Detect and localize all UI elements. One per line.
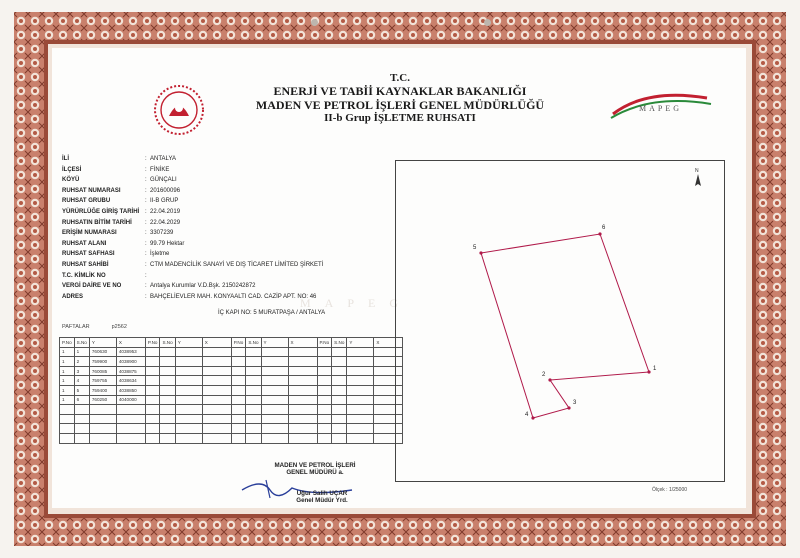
punch-hole (311, 19, 318, 26)
info-value: FİNİKE (150, 166, 170, 173)
table-cell: 4038953 (116, 347, 145, 357)
table-cell (317, 376, 332, 386)
info-value: 22.04.2019 (150, 208, 181, 215)
info-separator: : (145, 177, 147, 184)
table-cell (246, 385, 261, 395)
table-row (60, 395, 403, 405)
table-cell (116, 424, 145, 434)
table-cell (332, 347, 347, 357)
table-cell (231, 385, 246, 395)
info-label: RUHSAT NUMARASI (62, 187, 121, 194)
table-cell (74, 433, 89, 443)
table-cell (347, 424, 374, 434)
table-cell (261, 395, 288, 405)
info-label: RUHSAT SAFHASI (62, 251, 115, 258)
table-cell (175, 376, 202, 386)
info-separator: : (145, 293, 147, 300)
table-cell (160, 376, 175, 386)
table-cell (74, 414, 89, 424)
table-cell (89, 433, 116, 443)
table-cell: 760085 (89, 366, 116, 376)
table-cell (288, 385, 317, 395)
info-label: İLİ (62, 156, 69, 162)
info-value: İşletme (150, 251, 170, 258)
signatory-name: Uğur Salih UÇAR (296, 490, 348, 497)
north-arrow-icon (695, 168, 701, 186)
table-cell (332, 433, 347, 443)
header-ministry: ENERJİ VE TABİİ KAYNAKLAR BAKANLIĞI (273, 84, 527, 98)
table-cell (261, 414, 288, 424)
table-header-cell: Y (89, 338, 116, 348)
table-cell: 1 (60, 385, 75, 395)
info-value: BAHÇELİEVLER MAH. KONYAALTI CAD. CAZİP APT. NO: 46 (150, 293, 317, 300)
table-cell (160, 357, 175, 367)
table-cell (145, 357, 160, 367)
table-cell (332, 376, 347, 386)
table-cell (246, 357, 261, 367)
info-value: CTM MADENCİLİK SANAYİ VE DIŞ TİCARET LİMİTED ŞİRKETİ (150, 261, 324, 268)
table-cell (202, 424, 231, 434)
paftalar (62, 324, 127, 330)
watermark: MAPEG (300, 296, 413, 310)
boundary-point-label: 6 (602, 225, 606, 231)
table-cell (288, 424, 317, 434)
table-cell (246, 366, 261, 376)
table-cell (261, 366, 288, 376)
table-cell (145, 414, 160, 424)
info-value: 99.79 Hektar (150, 240, 185, 247)
boundary-point (479, 251, 482, 254)
table-header-cell: P.No (317, 338, 332, 348)
info-label: ADRES (62, 293, 84, 300)
table-cell (175, 395, 202, 405)
table-header-cell: X (374, 338, 403, 348)
table-cell: 4038634 (116, 376, 145, 386)
mapeg-logo-icon (607, 84, 717, 124)
header-tc: T.C. (390, 72, 410, 84)
table-header-cell: Y (347, 338, 374, 348)
table-cell (145, 366, 160, 376)
table-cell (317, 395, 332, 405)
table-cell (288, 395, 317, 405)
boundary-point-label: 1 (653, 366, 657, 372)
table-cell (231, 424, 246, 434)
table-row (60, 385, 403, 395)
license-area-map (395, 160, 725, 482)
punch-hole (484, 19, 491, 26)
table-cell (175, 424, 202, 434)
table-cell (332, 424, 347, 434)
table-cell: 759755 (89, 376, 116, 386)
table-cell (246, 395, 261, 405)
table-cell: 1 (74, 347, 89, 357)
table-header-cell: X (202, 338, 231, 348)
table-cell: 1 (60, 376, 75, 386)
info-label: KÖYÜ (62, 177, 80, 184)
info-value: 3307239 (150, 230, 174, 237)
boundary-point (598, 232, 601, 235)
table-cell (332, 414, 347, 424)
info-separator: : (145, 272, 147, 279)
table-cell (145, 347, 160, 357)
info-value: ANTALYA (150, 156, 177, 162)
table-cell: 4038900 (116, 357, 145, 367)
table-header-cell: S.No (332, 338, 347, 348)
table-cell (160, 424, 175, 434)
table-cell (60, 405, 75, 415)
table-cell (288, 347, 317, 357)
table-cell: 760250 (89, 395, 116, 405)
table-cell: 2 (74, 357, 89, 367)
table-cell (175, 433, 202, 443)
table-cell (116, 405, 145, 415)
signature-org-line2: GENEL MÜDÜRÜ a. (286, 469, 344, 476)
boundary-point (647, 370, 650, 373)
table-cell (288, 357, 317, 367)
info-separator: : (145, 156, 147, 162)
table-cell (202, 414, 231, 424)
info-separator: : (145, 198, 147, 205)
table-header-cell: Y (261, 338, 288, 348)
table-cell (317, 433, 332, 443)
table-cell (347, 414, 374, 424)
table-header-cell: X (116, 338, 145, 348)
table-cell (261, 405, 288, 415)
table-cell (89, 405, 116, 415)
table-cell: 1 (60, 366, 75, 376)
table-cell (347, 366, 374, 376)
info-label: RUHSAT GRUBU (62, 198, 111, 205)
table-cell (332, 395, 347, 405)
table-cell (261, 433, 288, 443)
info-label: YÜRÜRLÜĞE GİRİŞ TARİHİ (62, 208, 140, 215)
table-cell: 1 (60, 357, 75, 367)
table-cell (145, 433, 160, 443)
table-cell (261, 347, 288, 357)
header-license-type: II-b Grup İŞLETME RUHSATI (324, 112, 476, 124)
table-cell (246, 405, 261, 415)
boundary-point-label: 5 (473, 245, 477, 251)
info-label: İLÇESİ (62, 166, 82, 173)
table-row (60, 347, 403, 357)
table-cell (347, 405, 374, 415)
north-label: N (695, 168, 699, 174)
table-cell (317, 347, 332, 357)
table-cell (160, 433, 175, 443)
table-cell (332, 357, 347, 367)
info-value: GÜNÇALI (150, 177, 177, 184)
table-cell (317, 424, 332, 434)
table-cell (288, 433, 317, 443)
info-value: II-B GRUP (150, 198, 179, 205)
table-cell (231, 357, 246, 367)
signature-org-line1: MADEN VE PETROL İŞLERİ (274, 462, 356, 469)
table-cell (288, 376, 317, 386)
table-cell (231, 405, 246, 415)
table-header-cell: X (288, 338, 317, 348)
table-cell (231, 347, 246, 357)
info-separator: : (145, 251, 147, 258)
table-header-cell: Y (175, 338, 202, 348)
table-row (60, 405, 403, 415)
info-separator: : (145, 261, 147, 268)
table-cell (175, 347, 202, 357)
boundary-point-label: 4 (525, 412, 529, 418)
table-cell (145, 405, 160, 415)
info-separator: : (145, 283, 147, 290)
table-cell (261, 424, 288, 434)
table-cell (160, 385, 175, 395)
table-header-cell: S.No (74, 338, 89, 348)
table-cell (347, 347, 374, 357)
table-cell (317, 405, 332, 415)
table-header-row (60, 338, 403, 348)
table-row (60, 366, 403, 376)
info-separator: : (145, 187, 147, 194)
table-cell (288, 414, 317, 424)
table-cell (347, 433, 374, 443)
table-cell (202, 376, 231, 386)
table-cell (202, 366, 231, 376)
table-cell (202, 433, 231, 443)
info-label: RUHSATIN BİTİM TARİHİ (62, 219, 132, 226)
table-row (60, 414, 403, 424)
table-cell (74, 405, 89, 415)
info-separator: : (145, 166, 147, 173)
table-cell (231, 414, 246, 424)
info-separator: : (145, 230, 147, 237)
table-cell: 6 (74, 395, 89, 405)
table-row (60, 376, 403, 386)
table-cell: 4038875 (116, 366, 145, 376)
table-cell (246, 424, 261, 434)
header-directorate: MADEN VE PETROL İŞLERİ GENEL MÜDÜRLÜĞÜ (255, 98, 545, 112)
table-cell (60, 433, 75, 443)
table-cell (160, 405, 175, 415)
table-cell (261, 376, 288, 386)
table-cell (116, 414, 145, 424)
map-scale: Ölçek : 1/25000 (652, 487, 688, 493)
table-cell (145, 424, 160, 434)
info-value: Antalya Kurumlar V.D.Bşk. 2150242872 (150, 283, 256, 290)
table-row (60, 433, 403, 443)
table-cell: 4 (74, 376, 89, 386)
table-cell (175, 385, 202, 395)
info-label: ERİŞİM NUMARASI (62, 230, 117, 237)
info-separator: : (145, 219, 147, 226)
table-cell (74, 424, 89, 434)
table-cell (332, 405, 347, 415)
table-cell (347, 395, 374, 405)
info-label: RUHSAT SAHİBİ (62, 261, 109, 268)
table-cell (246, 433, 261, 443)
table-cell (89, 424, 116, 434)
table-cell (332, 385, 347, 395)
table-cell (160, 347, 175, 357)
boundary-point-label: 2 (542, 372, 546, 378)
table-cell (332, 366, 347, 376)
table-cell (145, 385, 160, 395)
table-cell (175, 357, 202, 367)
table-cell (202, 347, 231, 357)
table-cell (288, 405, 317, 415)
table-cell (202, 395, 231, 405)
table-row (60, 424, 403, 434)
address-line-2: İÇ KAPI NO: 5 MURATPAŞA / ANTALYA (218, 310, 326, 316)
table-cell (145, 376, 160, 386)
info-value: 22.04.2029 (150, 219, 181, 226)
table-cell (261, 357, 288, 367)
license-boundary (481, 234, 649, 418)
table-cell (175, 414, 202, 424)
table-cell: 760630 (89, 347, 116, 357)
table-header-cell: P.No (60, 338, 75, 348)
info-separator: : (145, 240, 147, 247)
signatory (262, 490, 382, 504)
table-cell (202, 405, 231, 415)
table-cell (89, 414, 116, 424)
table-cell (160, 414, 175, 424)
table-cell (246, 347, 261, 357)
table-cell: 4038850 (116, 385, 145, 395)
info-label: RUHSAT ALANI (62, 240, 107, 247)
table-cell (160, 395, 175, 405)
table-row (60, 357, 403, 367)
table-cell (317, 414, 332, 424)
table-cell (60, 414, 75, 424)
table-cell (317, 385, 332, 395)
table-cell (347, 376, 374, 386)
table-cell (231, 366, 246, 376)
table-cell: 1 (60, 347, 75, 357)
table-cell: 3 (74, 366, 89, 376)
table-header-cell: P.No (145, 338, 160, 348)
table-cell: 759900 (89, 357, 116, 367)
table-cell (231, 395, 246, 405)
boundary-point (548, 378, 551, 381)
table-cell: 5 (74, 385, 89, 395)
table-cell (202, 385, 231, 395)
table-cell: 1 (60, 395, 75, 405)
paftalar-value: p2562 (111, 324, 127, 330)
boundary-point (567, 406, 570, 409)
paftalar-label: PAFTALAR (62, 324, 90, 330)
info-label: T.C. KİMLİK NO (62, 272, 106, 279)
table-cell (288, 366, 317, 376)
table-cell (347, 385, 374, 395)
table-cell (116, 433, 145, 443)
table-header-cell: S.No (246, 338, 261, 348)
table-cell (246, 376, 261, 386)
table-cell (160, 366, 175, 376)
table-cell (347, 357, 374, 367)
boundary-point (531, 416, 534, 419)
info-value: 201600096 (150, 187, 181, 194)
coordinate-table (59, 337, 403, 444)
signatory-title: Genel Müdür Yrd. (296, 497, 348, 504)
table-cell (231, 433, 246, 443)
table-cell (261, 385, 288, 395)
info-separator: : (145, 208, 147, 215)
signature-org (250, 462, 380, 476)
boundary-point-label: 3 (573, 400, 577, 406)
table-header-cell: S.No (160, 338, 175, 348)
table-cell: 4040000 (116, 395, 145, 405)
table-cell: 759400 (89, 385, 116, 395)
info-label: VERGİ DAİRE VE NO (62, 283, 122, 290)
table-cell (175, 405, 202, 415)
table-cell (175, 366, 202, 376)
table-cell (60, 424, 75, 434)
table-cell (317, 366, 332, 376)
table-cell (317, 357, 332, 367)
table-cell (145, 395, 160, 405)
table-cell (202, 357, 231, 367)
table-cell (231, 376, 246, 386)
logo-text: MAPEG (639, 104, 683, 113)
table-cell (246, 414, 261, 424)
table-header-cell: P.No (231, 338, 246, 348)
